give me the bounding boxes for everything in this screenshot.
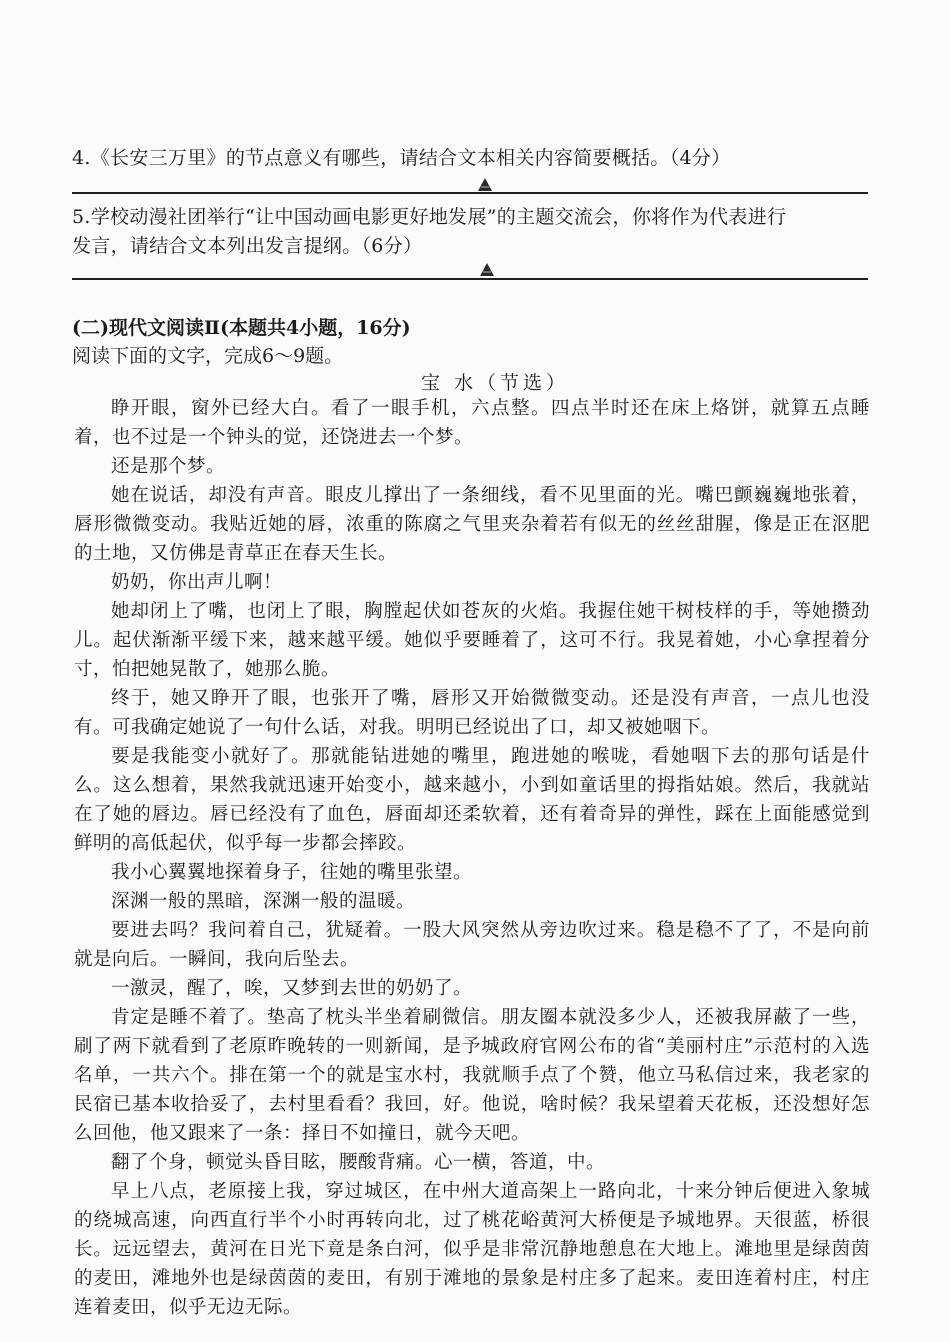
paragraph: 睁开眼，窗外已经大白。看了一眼手机，六点整。四点半时还在床上烙饼，就算五点睡着，也不过是一个钟头的觉，还饶进去一个梦。 (74, 398, 870, 448)
question-5-line-2: 发言，请结合文本列出发言提纲。（6分） (72, 235, 423, 257)
triangle-marker-icon (477, 177, 493, 192)
triangle-marker-icon (479, 262, 495, 277)
paragraph: 她却闭上了嘴，也闭上了眼，胸膛起伏如苍灰的火焰。我握住她干树枝样的手，等她攒劲儿。起伏渐渐平缓下来，越来越平缓。她似乎要睡着了，这可不行。我晃着她，小心拿捏着分寸，怕把她晃散了，她那么脆。 (74, 601, 870, 680)
question-4: 4.《长安三万里》的节点意义有哪些，请结合文本相关内容简要概括。（4分） (72, 147, 731, 169)
article-body (74, 394, 870, 1322)
paragraph: 她在说话，却没有声音。眼皮儿撑出了一条细线，看不见里面的光。嘴巴颤巍巍地张着，唇形微微变动。我贴近她的唇，浓重的陈腐之气里夹杂着若有似无的丝丝甜腥，像是正在沤肥的土地，又仿佛是青草正在春天生长。 (74, 485, 870, 564)
paragraph: 翻了个身，顿觉头昏目眩，腰酸背痛。心一横，答道，中。 (111, 1152, 606, 1173)
paragraph: 我小心翼翼地探着身子，往她的嘴里张望。 (111, 862, 473, 883)
paragraph: 终于，她又睁开了眼，也张开了嘴，唇形又开始微微变动。还是没有声音，一点儿也没有。可我确定她说了一句什么话，对我。明明已经说出了口，却又被她咽下。 (74, 688, 870, 738)
paragraph: 还是那个梦。 (111, 456, 226, 477)
paragraph: 奶奶，你出声儿啊！ (111, 572, 283, 593)
paragraph: 要是我能变小就好了。那就能钻进她的嘴里，跑进她的喉咙，看她咽下去的那句话是什么。这么想着，果然我就迅速开始变小，越来越小，小到如童话里的拇指姑娘。然后，我就站在了她的唇边。唇已经没有了血色，唇面却还柔软着，还有着奇异的弹性，踩在上面能感觉到鲜明的高低起伏，似乎每一步都会摔跤。 (74, 746, 870, 854)
paragraph: 早上八点，老原接上我，穿过城区，在中州大道高架上一路向北，十来分钟后便进入象城的绕城高速，向西直行半个小时再转向北，过了桃花峪黄河大桥便是予城地界。天很蓝，桥很长。远远望去，黄河在日光下竟是条白河，似乎是非常沉静地憩息在大地上。滩地里是绿茵茵的麦田，滩地外也是绿茵茵的麦田，有别于滩地的景象是村庄多了起来。麦田连着村庄，村庄连着麦田，似乎无边无际。 (74, 1181, 870, 1318)
paragraph: 肯定是睡不着了。垫高了枕头半坐着刷微信。朋友圈本就没多少人，还被我屏蔽了一些，刷了两下就看到了老原昨晚转的一则新闻，是予城政府官网公布的省“美丽村庄”示范村的入选名单，一共六个。排在第一个的就是宝水村，我就顺手点了个赞，他立马私信过来，我老家的民宿已基本收拾妥了，去村里看看？我回，好。他说，啥时候？我呆望着天花板，还没想好怎么回他，他又跟来了一条：择日不如撞日，就今天吧。 (74, 1007, 870, 1144)
paragraph: 一激灵，醒了，唉，又梦到去世的奶奶了。 (111, 978, 473, 999)
article-title: 宝 水（节选） (420, 372, 570, 394)
section-heading: (二)现代文阅读Ⅱ(本题共4小题，16分) (72, 317, 411, 339)
answer-line-q4 (72, 192, 868, 194)
reading-instruction: 阅读下面的文字，完成6～9题。 (72, 345, 344, 367)
paragraph: 深渊一般的黑暗，深渊一般的温暖。 (111, 891, 416, 912)
answer-line-q5 (72, 278, 868, 280)
question-5-line-1: 5.学校动漫社团举行“让中国动画电影更好地发展”的主题交流会，你将作为代表进行 (72, 206, 787, 228)
paragraph: 要进去吗？我问着自己，犹疑着。一股大风突然从旁边吹过来。稳是稳不了了，不是向前就是向后。一瞬间，我向后坠去。 (74, 920, 870, 970)
